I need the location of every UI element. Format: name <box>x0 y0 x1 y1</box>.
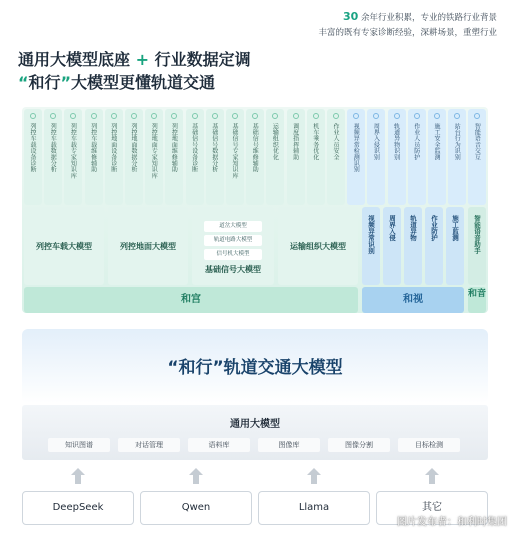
circle-icon <box>313 113 319 119</box>
capability-chip: 知识图谱 <box>48 438 110 452</box>
vision-model-column <box>383 207 401 285</box>
circle-icon <box>91 113 97 119</box>
headline <box>18 48 251 94</box>
circle-icon <box>434 113 440 119</box>
application-column <box>367 109 385 205</box>
circle-icon <box>70 113 76 119</box>
application-column-label: 列控地面专家知识库 <box>150 123 158 179</box>
circle-icon <box>151 113 157 119</box>
application-column-label: 运输组织优化 <box>271 123 279 161</box>
circle-icon <box>171 113 177 119</box>
vision-model-column <box>362 207 380 285</box>
vision-model-column <box>425 207 443 285</box>
arrow-up-icon <box>189 468 203 484</box>
arrow-up-icon <box>425 468 439 484</box>
vision-model-column <box>404 207 422 285</box>
circle-icon <box>50 113 56 119</box>
core-model-title: “和行”轨道交通大模型 <box>167 358 343 378</box>
quote-open: “ <box>18 73 29 92</box>
application-column <box>327 109 345 205</box>
circle-icon <box>252 113 258 119</box>
application-column <box>266 109 284 205</box>
application-column <box>246 109 264 205</box>
application-column-label: 站台行为识别 <box>453 123 461 161</box>
circle-icon <box>212 113 218 119</box>
core-model-block <box>22 329 488 403</box>
capability-chip: 图像库 <box>258 438 320 452</box>
vision-model-column <box>446 207 464 285</box>
vision-model-label: 施工监测 <box>451 215 459 241</box>
model-ground-label: 列控地面大模型 <box>120 242 176 251</box>
application-column-label: 施工安全监测 <box>433 123 440 161</box>
application-column-label: 列控车载专家知识库 <box>69 123 77 179</box>
application-column <box>64 109 82 205</box>
capability-chip: 图像分割 <box>328 438 390 452</box>
model-signal <box>192 207 274 285</box>
signal-chip-signal: 信号机大模型 <box>204 249 262 260</box>
circle-icon <box>293 113 299 119</box>
application-column-label: 作业人员防护 <box>412 123 420 161</box>
top-note-line2: 丰富的既有专家诊断经验，深耕场景，重塑行业 <box>318 28 497 38</box>
application-column-label: 基础信号维修辅助 <box>251 123 259 173</box>
signal-chip-track-circuit: 轨道电路大模型 <box>204 235 262 246</box>
headline-line2-rest: 大模型更懂轨道交通 <box>71 73 216 92</box>
model-onboard <box>24 207 104 285</box>
application-column <box>226 109 244 205</box>
arrow-up-icon <box>71 468 85 484</box>
quote-close: ” <box>60 73 72 92</box>
circle-icon <box>272 113 278 119</box>
headline-line1 <box>18 48 251 71</box>
application-column-label: 周界入侵识别 <box>372 123 380 161</box>
vision-model-label: 周界入侵 <box>388 215 396 241</box>
application-column-label: 基础信号专家知识库 <box>231 123 238 179</box>
headline-part-b: 行业数据定调 <box>154 50 251 69</box>
application-column-label: 列控车载维修辅助 <box>89 123 97 173</box>
capability-chip: 语料库 <box>188 438 250 452</box>
model-onboard-label: 列控车载大模型 <box>36 242 92 251</box>
years-number: 30 <box>342 10 359 23</box>
circle-icon <box>333 113 339 119</box>
circle-icon <box>414 113 420 119</box>
circle-icon <box>394 113 400 119</box>
circle-icon <box>474 113 480 119</box>
application-column-label: 列控地面数据分析 <box>130 123 137 173</box>
application-column-label: 列控车载数据分析 <box>49 123 57 173</box>
circle-icon <box>192 113 198 119</box>
application-column <box>85 109 103 205</box>
application-column <box>125 109 143 205</box>
application-column <box>186 109 204 205</box>
model-ground <box>108 207 188 285</box>
application-column <box>165 109 183 205</box>
application-column-label: 轨道异物识别 <box>392 123 400 161</box>
capability-chip: 对话管理 <box>118 438 180 452</box>
application-column <box>44 109 62 205</box>
capability-chip: 目标检测 <box>398 438 460 452</box>
vision-model-label: 轨道异物 <box>409 215 417 241</box>
application-column <box>206 109 224 205</box>
circle-icon <box>232 113 238 119</box>
top-note-line1-text: 余年行业积累，专业的铁路行业背景 <box>358 13 497 23</box>
application-column-label: 机车乘务优化 <box>311 123 319 161</box>
application-column-label: 基础信号设备诊断 <box>190 123 198 173</box>
application-column-label: 列控地面设备诊断 <box>109 123 117 173</box>
signal-chip-switch: 道岔大模型 <box>204 221 262 232</box>
general-model-block <box>22 405 488 460</box>
application-column-label: 调度指挥辅助 <box>291 123 299 161</box>
base-model-box: DeepSeek <box>22 491 134 525</box>
circle-icon <box>373 113 379 119</box>
band-hegong: 和宫 <box>24 287 358 313</box>
application-column <box>448 109 466 205</box>
application-column <box>468 109 486 205</box>
headline-brand: 和行 <box>28 73 61 92</box>
application-column-label: 作业人员安全 <box>332 123 339 161</box>
application-column <box>347 109 365 205</box>
headline-line2 <box>18 71 251 94</box>
circle-icon <box>454 113 460 119</box>
model-transport <box>278 207 358 285</box>
application-column <box>145 109 163 205</box>
top-note <box>318 9 497 41</box>
top-note-line1 <box>318 9 497 26</box>
headline-part-a: 通用大模型底座 <box>18 50 131 69</box>
circle-icon <box>30 113 36 119</box>
base-model-box: Llama <box>258 491 370 525</box>
model-row <box>22 207 488 287</box>
base-model-box: 其它 <box>376 491 488 525</box>
circle-icon <box>131 113 137 119</box>
application-column <box>408 109 426 205</box>
application-column-label: 智能语音交互 <box>473 123 481 161</box>
circle-icon <box>111 113 117 119</box>
image-credit: 图片发布者：和利时集团 <box>397 517 507 528</box>
band-heshi: 和视 <box>362 287 464 313</box>
headline-plus: + <box>135 50 149 69</box>
base-model-box: Qwen <box>140 491 252 525</box>
arrow-up-icon <box>307 468 321 484</box>
general-model-title: 通用大模型 <box>230 419 280 430</box>
application-column <box>307 109 325 205</box>
application-column <box>105 109 123 205</box>
application-column <box>388 109 406 205</box>
application-columns <box>22 109 488 207</box>
band-heyin: 和音 <box>468 287 486 313</box>
model-transport-label: 运输组织大模型 <box>290 242 346 251</box>
application-column-label: 视频异常检测识别 <box>352 123 360 173</box>
vision-model-label: 视频异常识别 <box>367 215 375 254</box>
application-column <box>287 109 305 205</box>
application-column <box>428 109 446 205</box>
model-signal-label: 基础信号大模型 <box>205 265 261 274</box>
circle-icon <box>353 113 359 119</box>
application-column-label: 基础信号数据分析 <box>210 123 218 173</box>
model-voice-label: 智能语音助手 <box>473 215 481 254</box>
application-panel <box>22 107 488 313</box>
application-column-label: 列控地面维修辅助 <box>170 123 178 173</box>
model-voice <box>468 207 486 285</box>
application-column-label: 列控车载设备诊断 <box>29 123 36 173</box>
application-column <box>24 109 42 205</box>
vision-model-label: 作业防护 <box>430 215 438 241</box>
